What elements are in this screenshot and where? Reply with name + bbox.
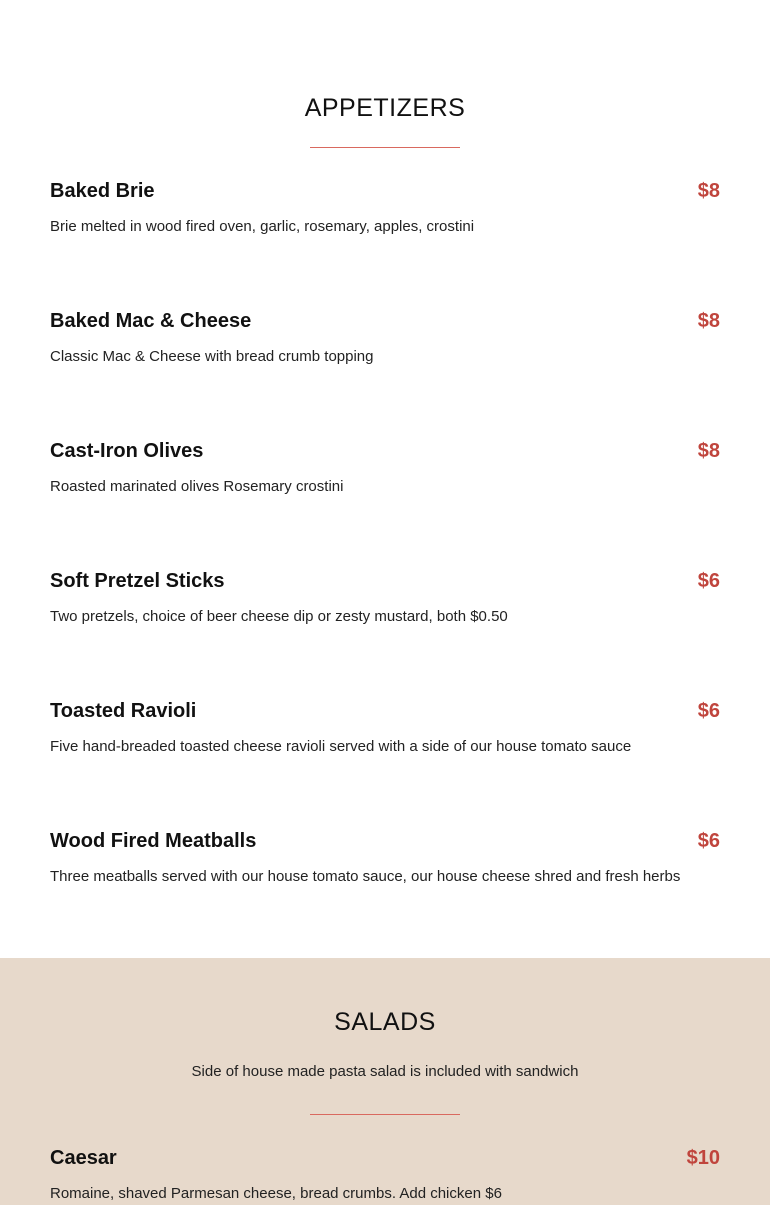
menu-item-description: Five hand-breaded toasted cheese ravioli served with a side of our house tomato sauce bbox=[50, 738, 632, 755]
menu-item-name: Wood Fired Meatballs bbox=[50, 830, 257, 852]
menu-item-description: Three meatballs served with our house tomato sauce, our house cheese shred and fresh herbs bbox=[50, 868, 681, 885]
section-subtitle: Side of house made pasta salad is included with sandwich bbox=[191, 1063, 579, 1080]
menu-item-price: $8 bbox=[697, 440, 720, 462]
section-title: APPETIZERS bbox=[304, 94, 466, 122]
menu-item-price: $6 bbox=[697, 700, 720, 722]
menu-item-name: Toasted Ravioli bbox=[50, 700, 197, 722]
menu-item-price: $6 bbox=[697, 570, 720, 592]
menu-item-price: $8 bbox=[697, 310, 720, 332]
menu-item-description: Classic Mac & Cheese with bread crumb topping bbox=[50, 348, 374, 365]
menu-item-description: Roasted marinated olives Rosemary crostini bbox=[50, 478, 344, 495]
menu-item-description: Brie melted in wood fired oven, garlic, rosemary, apples, crostini bbox=[50, 218, 475, 235]
section-title: SALADS bbox=[334, 1008, 436, 1036]
menu-item-price: $6 bbox=[697, 830, 720, 852]
menu-item-price: $10 bbox=[686, 1147, 720, 1169]
menu-item-price: $8 bbox=[697, 180, 720, 202]
menu-item-description: Romaine, shaved Parmesan cheese, bread crumbs. Add chicken $6 bbox=[50, 1185, 502, 1202]
menu-item-name: Cast-Iron Olives bbox=[50, 440, 204, 462]
salads-section bbox=[0, 958, 770, 1205]
menu-item-description: Two pretzels, choice of beer cheese dip or zesty mustard, both $0.50 bbox=[50, 608, 508, 625]
section-divider bbox=[310, 147, 460, 148]
menu-item-name: Caesar bbox=[50, 1147, 117, 1169]
menu-item-name: Soft Pretzel Sticks bbox=[50, 570, 225, 592]
menu-item-name: Baked Brie bbox=[50, 180, 155, 202]
section-divider bbox=[310, 1114, 460, 1115]
menu-item-name: Baked Mac & Cheese bbox=[50, 310, 252, 332]
